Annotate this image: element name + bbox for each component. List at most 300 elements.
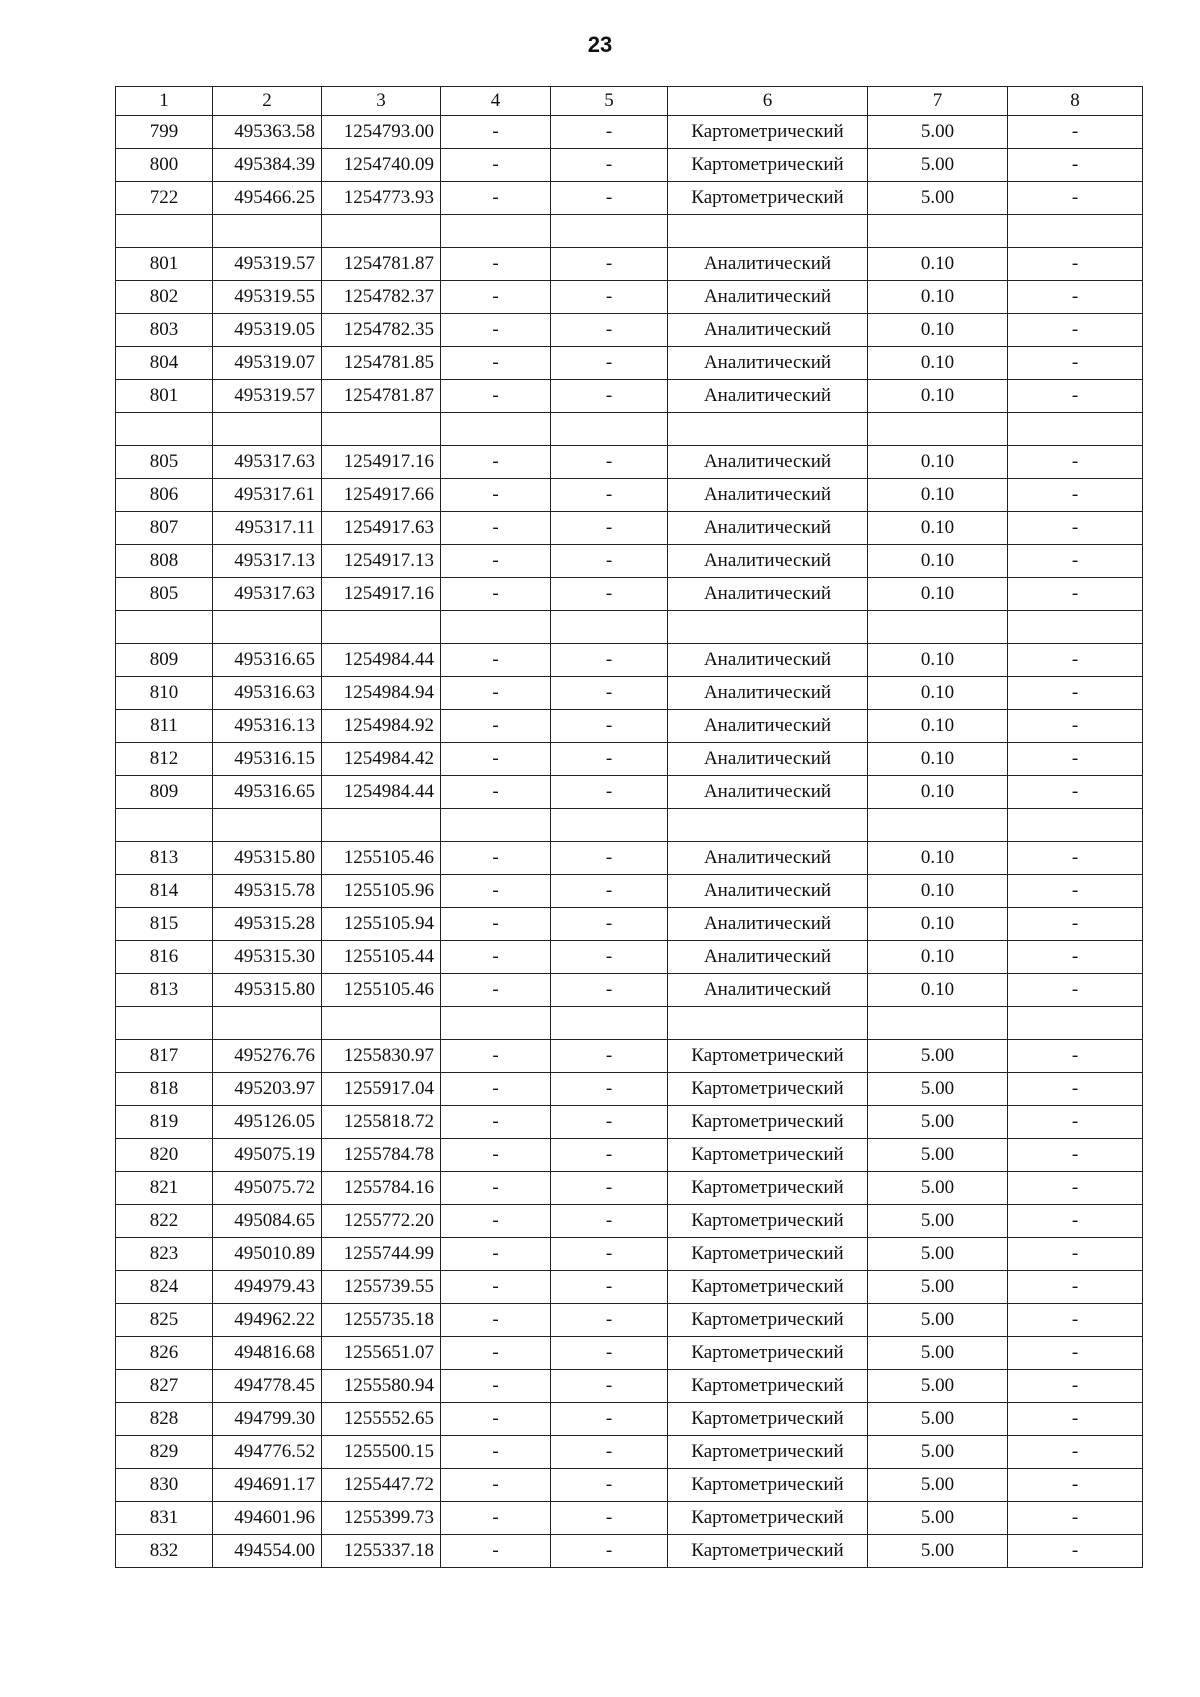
column-8-cell: - xyxy=(1008,1040,1143,1073)
point-number-cell: 827 xyxy=(116,1370,213,1403)
accuracy-cell: 0.10 xyxy=(868,578,1008,611)
table-header-row xyxy=(116,87,1143,116)
table-row xyxy=(116,1304,1143,1337)
column-8-cell: - xyxy=(1008,941,1143,974)
table-row xyxy=(116,149,1143,182)
point-number-cell: 818 xyxy=(116,1073,213,1106)
column-5-cell: - xyxy=(551,116,668,149)
column-5-cell: - xyxy=(551,182,668,215)
separator-row xyxy=(116,215,1143,248)
separator-row xyxy=(116,413,1143,446)
column-5-cell: - xyxy=(551,314,668,347)
x-coordinate-cell: 495317.63 xyxy=(213,446,322,479)
accuracy-cell: 0.10 xyxy=(868,842,1008,875)
accuracy-cell: 5.00 xyxy=(868,1172,1008,1205)
accuracy-cell: 5.00 xyxy=(868,149,1008,182)
table-row xyxy=(116,776,1143,809)
column-4-cell: - xyxy=(441,1172,551,1205)
point-number-cell: 802 xyxy=(116,281,213,314)
accuracy-cell: 5.00 xyxy=(868,1469,1008,1502)
method-cell: Аналитический xyxy=(668,248,868,281)
empty-cell xyxy=(213,413,322,446)
column-5-cell: - xyxy=(551,842,668,875)
x-coordinate-cell: 495316.15 xyxy=(213,743,322,776)
x-coordinate-cell: 495363.58 xyxy=(213,116,322,149)
x-coordinate-cell: 494776.52 xyxy=(213,1436,322,1469)
empty-cell xyxy=(868,611,1008,644)
table-row xyxy=(116,974,1143,1007)
column-4-cell: - xyxy=(441,149,551,182)
empty-cell xyxy=(322,1007,441,1040)
empty-cell xyxy=(1008,611,1143,644)
point-number-cell: 822 xyxy=(116,1205,213,1238)
method-cell: Аналитический xyxy=(668,776,868,809)
column-8-cell: - xyxy=(1008,446,1143,479)
accuracy-cell: 5.00 xyxy=(868,1370,1008,1403)
method-cell: Картометрический xyxy=(668,1205,868,1238)
column-4-cell: - xyxy=(441,1304,551,1337)
y-coordinate-cell: 1254773.93 xyxy=(322,182,441,215)
column-4-cell: - xyxy=(441,1139,551,1172)
column-5-cell: - xyxy=(551,875,668,908)
method-cell: Картометрический xyxy=(668,1403,868,1436)
column-5-cell: - xyxy=(551,281,668,314)
point-number-cell: 804 xyxy=(116,347,213,380)
x-coordinate-cell: 495319.55 xyxy=(213,281,322,314)
empty-cell xyxy=(322,413,441,446)
table-row xyxy=(116,710,1143,743)
x-coordinate-cell: 495466.25 xyxy=(213,182,322,215)
method-cell: Аналитический xyxy=(668,479,868,512)
y-coordinate-cell: 1255580.94 xyxy=(322,1370,441,1403)
x-coordinate-cell: 495319.57 xyxy=(213,380,322,413)
table-row xyxy=(116,1073,1143,1106)
point-number-cell: 828 xyxy=(116,1403,213,1436)
column-4-cell: - xyxy=(441,743,551,776)
accuracy-cell: 0.10 xyxy=(868,908,1008,941)
accuracy-cell: 5.00 xyxy=(868,1502,1008,1535)
x-coordinate-cell: 495316.65 xyxy=(213,776,322,809)
y-coordinate-cell: 1254781.85 xyxy=(322,347,441,380)
y-coordinate-cell: 1254984.92 xyxy=(322,710,441,743)
empty-cell xyxy=(551,611,668,644)
column-header: 3 xyxy=(322,87,441,116)
column-4-cell: - xyxy=(441,281,551,314)
y-coordinate-cell: 1254782.37 xyxy=(322,281,441,314)
table-row xyxy=(116,1436,1143,1469)
method-cell: Картометрический xyxy=(668,1535,868,1568)
column-5-cell: - xyxy=(551,743,668,776)
column-5-cell: - xyxy=(551,1238,668,1271)
table-row xyxy=(116,1469,1143,1502)
table-row xyxy=(116,182,1143,215)
y-coordinate-cell: 1254917.66 xyxy=(322,479,441,512)
point-number-cell: 813 xyxy=(116,974,213,1007)
accuracy-cell: 5.00 xyxy=(868,1205,1008,1238)
point-number-cell: 809 xyxy=(116,776,213,809)
empty-cell xyxy=(116,611,213,644)
point-number-cell: 811 xyxy=(116,710,213,743)
accuracy-cell: 0.10 xyxy=(868,545,1008,578)
method-cell: Аналитический xyxy=(668,380,868,413)
column-8-cell: - xyxy=(1008,1403,1143,1436)
point-number-cell: 832 xyxy=(116,1535,213,1568)
accuracy-cell: 5.00 xyxy=(868,116,1008,149)
y-coordinate-cell: 1255447.72 xyxy=(322,1469,441,1502)
column-4-cell: - xyxy=(441,1403,551,1436)
empty-cell xyxy=(322,809,441,842)
method-cell: Аналитический xyxy=(668,512,868,545)
table-row xyxy=(116,908,1143,941)
column-5-cell: - xyxy=(551,1535,668,1568)
method-cell: Картометрический xyxy=(668,1238,868,1271)
y-coordinate-cell: 1255784.16 xyxy=(322,1172,441,1205)
table-row xyxy=(116,1502,1143,1535)
column-5-cell: - xyxy=(551,578,668,611)
x-coordinate-cell: 495316.65 xyxy=(213,644,322,677)
column-8-cell: - xyxy=(1008,974,1143,1007)
column-4-cell: - xyxy=(441,677,551,710)
column-header: 4 xyxy=(441,87,551,116)
separator-row xyxy=(116,809,1143,842)
table-row xyxy=(116,1403,1143,1436)
x-coordinate-cell: 495316.13 xyxy=(213,710,322,743)
method-cell: Картометрический xyxy=(668,1271,868,1304)
x-coordinate-cell: 495315.80 xyxy=(213,842,322,875)
y-coordinate-cell: 1254917.13 xyxy=(322,545,441,578)
column-5-cell: - xyxy=(551,479,668,512)
table-body xyxy=(116,116,1143,1568)
column-4-cell: - xyxy=(441,644,551,677)
accuracy-cell: 0.10 xyxy=(868,875,1008,908)
column-4-cell: - xyxy=(441,545,551,578)
empty-cell xyxy=(1008,413,1143,446)
column-8-cell: - xyxy=(1008,116,1143,149)
y-coordinate-cell: 1254917.63 xyxy=(322,512,441,545)
method-cell: Картометрический xyxy=(668,1304,868,1337)
point-number-cell: 810 xyxy=(116,677,213,710)
table-row xyxy=(116,479,1143,512)
point-number-cell: 809 xyxy=(116,644,213,677)
column-4-cell: - xyxy=(441,182,551,215)
column-4-cell: - xyxy=(441,974,551,1007)
x-coordinate-cell: 494778.45 xyxy=(213,1370,322,1403)
column-4-cell: - xyxy=(441,1535,551,1568)
point-number-cell: 805 xyxy=(116,446,213,479)
method-cell: Аналитический xyxy=(668,578,868,611)
accuracy-cell: 0.10 xyxy=(868,479,1008,512)
column-4-cell: - xyxy=(441,314,551,347)
y-coordinate-cell: 1255917.04 xyxy=(322,1073,441,1106)
point-number-cell: 812 xyxy=(116,743,213,776)
column-4-cell: - xyxy=(441,941,551,974)
x-coordinate-cell: 495316.63 xyxy=(213,677,322,710)
empty-cell xyxy=(213,809,322,842)
x-coordinate-cell: 495315.30 xyxy=(213,941,322,974)
table-row xyxy=(116,248,1143,281)
x-coordinate-cell: 495203.97 xyxy=(213,1073,322,1106)
table-row xyxy=(116,314,1143,347)
empty-cell xyxy=(868,1007,1008,1040)
accuracy-cell: 5.00 xyxy=(868,1436,1008,1469)
table-row xyxy=(116,1040,1143,1073)
table-row xyxy=(116,1172,1143,1205)
column-5-cell: - xyxy=(551,908,668,941)
accuracy-cell: 0.10 xyxy=(868,644,1008,677)
accuracy-cell: 0.10 xyxy=(868,677,1008,710)
empty-cell xyxy=(441,215,551,248)
column-8-cell: - xyxy=(1008,1205,1143,1238)
table-row xyxy=(116,743,1143,776)
column-4-cell: - xyxy=(441,1436,551,1469)
column-8-cell: - xyxy=(1008,677,1143,710)
column-8-cell: - xyxy=(1008,1271,1143,1304)
column-5-cell: - xyxy=(551,1403,668,1436)
column-5-cell: - xyxy=(551,446,668,479)
x-coordinate-cell: 494691.17 xyxy=(213,1469,322,1502)
point-number-cell: 820 xyxy=(116,1139,213,1172)
y-coordinate-cell: 1255105.46 xyxy=(322,842,441,875)
column-8-cell: - xyxy=(1008,1370,1143,1403)
column-4-cell: - xyxy=(441,1502,551,1535)
column-header: 6 xyxy=(668,87,868,116)
y-coordinate-cell: 1255105.96 xyxy=(322,875,441,908)
table-row xyxy=(116,1106,1143,1139)
accuracy-cell: 0.10 xyxy=(868,281,1008,314)
method-cell: Картометрический xyxy=(668,1337,868,1370)
point-number-cell: 825 xyxy=(116,1304,213,1337)
x-coordinate-cell: 495075.19 xyxy=(213,1139,322,1172)
column-8-cell: - xyxy=(1008,1535,1143,1568)
column-5-cell: - xyxy=(551,512,668,545)
x-coordinate-cell: 494962.22 xyxy=(213,1304,322,1337)
column-4-cell: - xyxy=(441,875,551,908)
empty-cell xyxy=(868,413,1008,446)
method-cell: Аналитический xyxy=(668,677,868,710)
empty-cell xyxy=(868,809,1008,842)
y-coordinate-cell: 1255337.18 xyxy=(322,1535,441,1568)
column-4-cell: - xyxy=(441,1370,551,1403)
method-cell: Аналитический xyxy=(668,908,868,941)
point-number-cell: 805 xyxy=(116,578,213,611)
point-number-cell: 819 xyxy=(116,1106,213,1139)
table-row xyxy=(116,677,1143,710)
accuracy-cell: 5.00 xyxy=(868,1238,1008,1271)
x-coordinate-cell: 495384.39 xyxy=(213,149,322,182)
column-4-cell: - xyxy=(441,116,551,149)
accuracy-cell: 5.00 xyxy=(868,1073,1008,1106)
method-cell: Аналитический xyxy=(668,545,868,578)
accuracy-cell: 5.00 xyxy=(868,182,1008,215)
column-8-cell: - xyxy=(1008,578,1143,611)
column-4-cell: - xyxy=(441,1337,551,1370)
y-coordinate-cell: 1255772.20 xyxy=(322,1205,441,1238)
method-cell: Аналитический xyxy=(668,941,868,974)
column-5-cell: - xyxy=(551,248,668,281)
method-cell: Картометрический xyxy=(668,1502,868,1535)
y-coordinate-cell: 1255105.94 xyxy=(322,908,441,941)
x-coordinate-cell: 494816.68 xyxy=(213,1337,322,1370)
accuracy-cell: 0.10 xyxy=(868,776,1008,809)
empty-cell xyxy=(668,809,868,842)
accuracy-cell: 5.00 xyxy=(868,1337,1008,1370)
column-8-cell: - xyxy=(1008,1106,1143,1139)
y-coordinate-cell: 1255830.97 xyxy=(322,1040,441,1073)
column-4-cell: - xyxy=(441,248,551,281)
table-row xyxy=(116,578,1143,611)
separator-row xyxy=(116,611,1143,644)
accuracy-cell: 5.00 xyxy=(868,1040,1008,1073)
empty-cell xyxy=(551,413,668,446)
point-number-cell: 830 xyxy=(116,1469,213,1502)
point-number-cell: 821 xyxy=(116,1172,213,1205)
accuracy-cell: 5.00 xyxy=(868,1403,1008,1436)
accuracy-cell: 0.10 xyxy=(868,380,1008,413)
x-coordinate-cell: 495126.05 xyxy=(213,1106,322,1139)
y-coordinate-cell: 1254917.16 xyxy=(322,446,441,479)
column-5-cell: - xyxy=(551,545,668,578)
accuracy-cell: 0.10 xyxy=(868,314,1008,347)
y-coordinate-cell: 1254793.00 xyxy=(322,116,441,149)
method-cell: Картометрический xyxy=(668,182,868,215)
separator-row xyxy=(116,1007,1143,1040)
method-cell: Картометрический xyxy=(668,1172,868,1205)
y-coordinate-cell: 1255399.73 xyxy=(322,1502,441,1535)
column-4-cell: - xyxy=(441,776,551,809)
column-8-cell: - xyxy=(1008,479,1143,512)
column-5-cell: - xyxy=(551,1271,668,1304)
empty-cell xyxy=(551,1007,668,1040)
y-coordinate-cell: 1255744.99 xyxy=(322,1238,441,1271)
empty-cell xyxy=(668,1007,868,1040)
column-4-cell: - xyxy=(441,578,551,611)
point-number-cell: 816 xyxy=(116,941,213,974)
column-8-cell: - xyxy=(1008,710,1143,743)
column-4-cell: - xyxy=(441,842,551,875)
x-coordinate-cell: 494601.96 xyxy=(213,1502,322,1535)
empty-cell xyxy=(441,611,551,644)
x-coordinate-cell: 495317.61 xyxy=(213,479,322,512)
empty-cell xyxy=(668,611,868,644)
empty-cell xyxy=(213,611,322,644)
empty-cell xyxy=(116,1007,213,1040)
column-8-cell: - xyxy=(1008,875,1143,908)
x-coordinate-cell: 495084.65 xyxy=(213,1205,322,1238)
column-5-cell: - xyxy=(551,644,668,677)
column-8-cell: - xyxy=(1008,1337,1143,1370)
table-row xyxy=(116,512,1143,545)
point-number-cell: 824 xyxy=(116,1271,213,1304)
x-coordinate-cell: 495315.28 xyxy=(213,908,322,941)
method-cell: Аналитический xyxy=(668,347,868,380)
y-coordinate-cell: 1255500.15 xyxy=(322,1436,441,1469)
column-4-cell: - xyxy=(441,380,551,413)
method-cell: Аналитический xyxy=(668,446,868,479)
empty-cell xyxy=(322,611,441,644)
x-coordinate-cell: 495319.07 xyxy=(213,347,322,380)
column-5-cell: - xyxy=(551,974,668,1007)
table-row xyxy=(116,644,1143,677)
empty-cell xyxy=(441,809,551,842)
y-coordinate-cell: 1254984.94 xyxy=(322,677,441,710)
point-number-cell: 808 xyxy=(116,545,213,578)
table-row xyxy=(116,1139,1143,1172)
x-coordinate-cell: 495315.80 xyxy=(213,974,322,1007)
method-cell: Картометрический xyxy=(668,1040,868,1073)
column-4-cell: - xyxy=(441,1040,551,1073)
column-8-cell: - xyxy=(1008,182,1143,215)
empty-cell xyxy=(116,413,213,446)
point-number-cell: 801 xyxy=(116,248,213,281)
accuracy-cell: 0.10 xyxy=(868,248,1008,281)
column-8-cell: - xyxy=(1008,512,1143,545)
column-5-cell: - xyxy=(551,1337,668,1370)
method-cell: Аналитический xyxy=(668,842,868,875)
y-coordinate-cell: 1255552.65 xyxy=(322,1403,441,1436)
column-4-cell: - xyxy=(441,1205,551,1238)
column-header: 1 xyxy=(116,87,213,116)
accuracy-cell: 0.10 xyxy=(868,941,1008,974)
empty-cell xyxy=(1008,215,1143,248)
empty-cell xyxy=(213,1007,322,1040)
y-coordinate-cell: 1254984.42 xyxy=(322,743,441,776)
point-number-cell: 829 xyxy=(116,1436,213,1469)
x-coordinate-cell: 495315.78 xyxy=(213,875,322,908)
accuracy-cell: 0.10 xyxy=(868,743,1008,776)
method-cell: Картометрический xyxy=(668,1370,868,1403)
point-number-cell: 817 xyxy=(116,1040,213,1073)
column-4-cell: - xyxy=(441,512,551,545)
column-4-cell: - xyxy=(441,1469,551,1502)
column-header: 7 xyxy=(868,87,1008,116)
column-4-cell: - xyxy=(441,347,551,380)
method-cell: Аналитический xyxy=(668,743,868,776)
column-8-cell: - xyxy=(1008,545,1143,578)
x-coordinate-cell: 495317.11 xyxy=(213,512,322,545)
point-number-cell: 831 xyxy=(116,1502,213,1535)
empty-cell xyxy=(668,413,868,446)
x-coordinate-cell: 494799.30 xyxy=(213,1403,322,1436)
method-cell: Картометрический xyxy=(668,1436,868,1469)
column-5-cell: - xyxy=(551,149,668,182)
accuracy-cell: 5.00 xyxy=(868,1535,1008,1568)
column-8-cell: - xyxy=(1008,1469,1143,1502)
table-row xyxy=(116,281,1143,314)
point-number-cell: 799 xyxy=(116,116,213,149)
y-coordinate-cell: 1254917.16 xyxy=(322,578,441,611)
point-number-cell: 807 xyxy=(116,512,213,545)
y-coordinate-cell: 1255739.55 xyxy=(322,1271,441,1304)
empty-cell xyxy=(551,215,668,248)
method-cell: Картометрический xyxy=(668,1106,868,1139)
accuracy-cell: 0.10 xyxy=(868,974,1008,1007)
table-row xyxy=(116,1337,1143,1370)
point-number-cell: 800 xyxy=(116,149,213,182)
column-5-cell: - xyxy=(551,710,668,743)
empty-cell xyxy=(322,215,441,248)
method-cell: Аналитический xyxy=(668,281,868,314)
column-4-cell: - xyxy=(441,1271,551,1304)
column-5-cell: - xyxy=(551,347,668,380)
empty-cell xyxy=(551,809,668,842)
column-5-cell: - xyxy=(551,1304,668,1337)
column-5-cell: - xyxy=(551,941,668,974)
point-number-cell: 722 xyxy=(116,182,213,215)
accuracy-cell: 5.00 xyxy=(868,1139,1008,1172)
table-row xyxy=(116,347,1143,380)
y-coordinate-cell: 1254984.44 xyxy=(322,776,441,809)
table-row xyxy=(116,875,1143,908)
